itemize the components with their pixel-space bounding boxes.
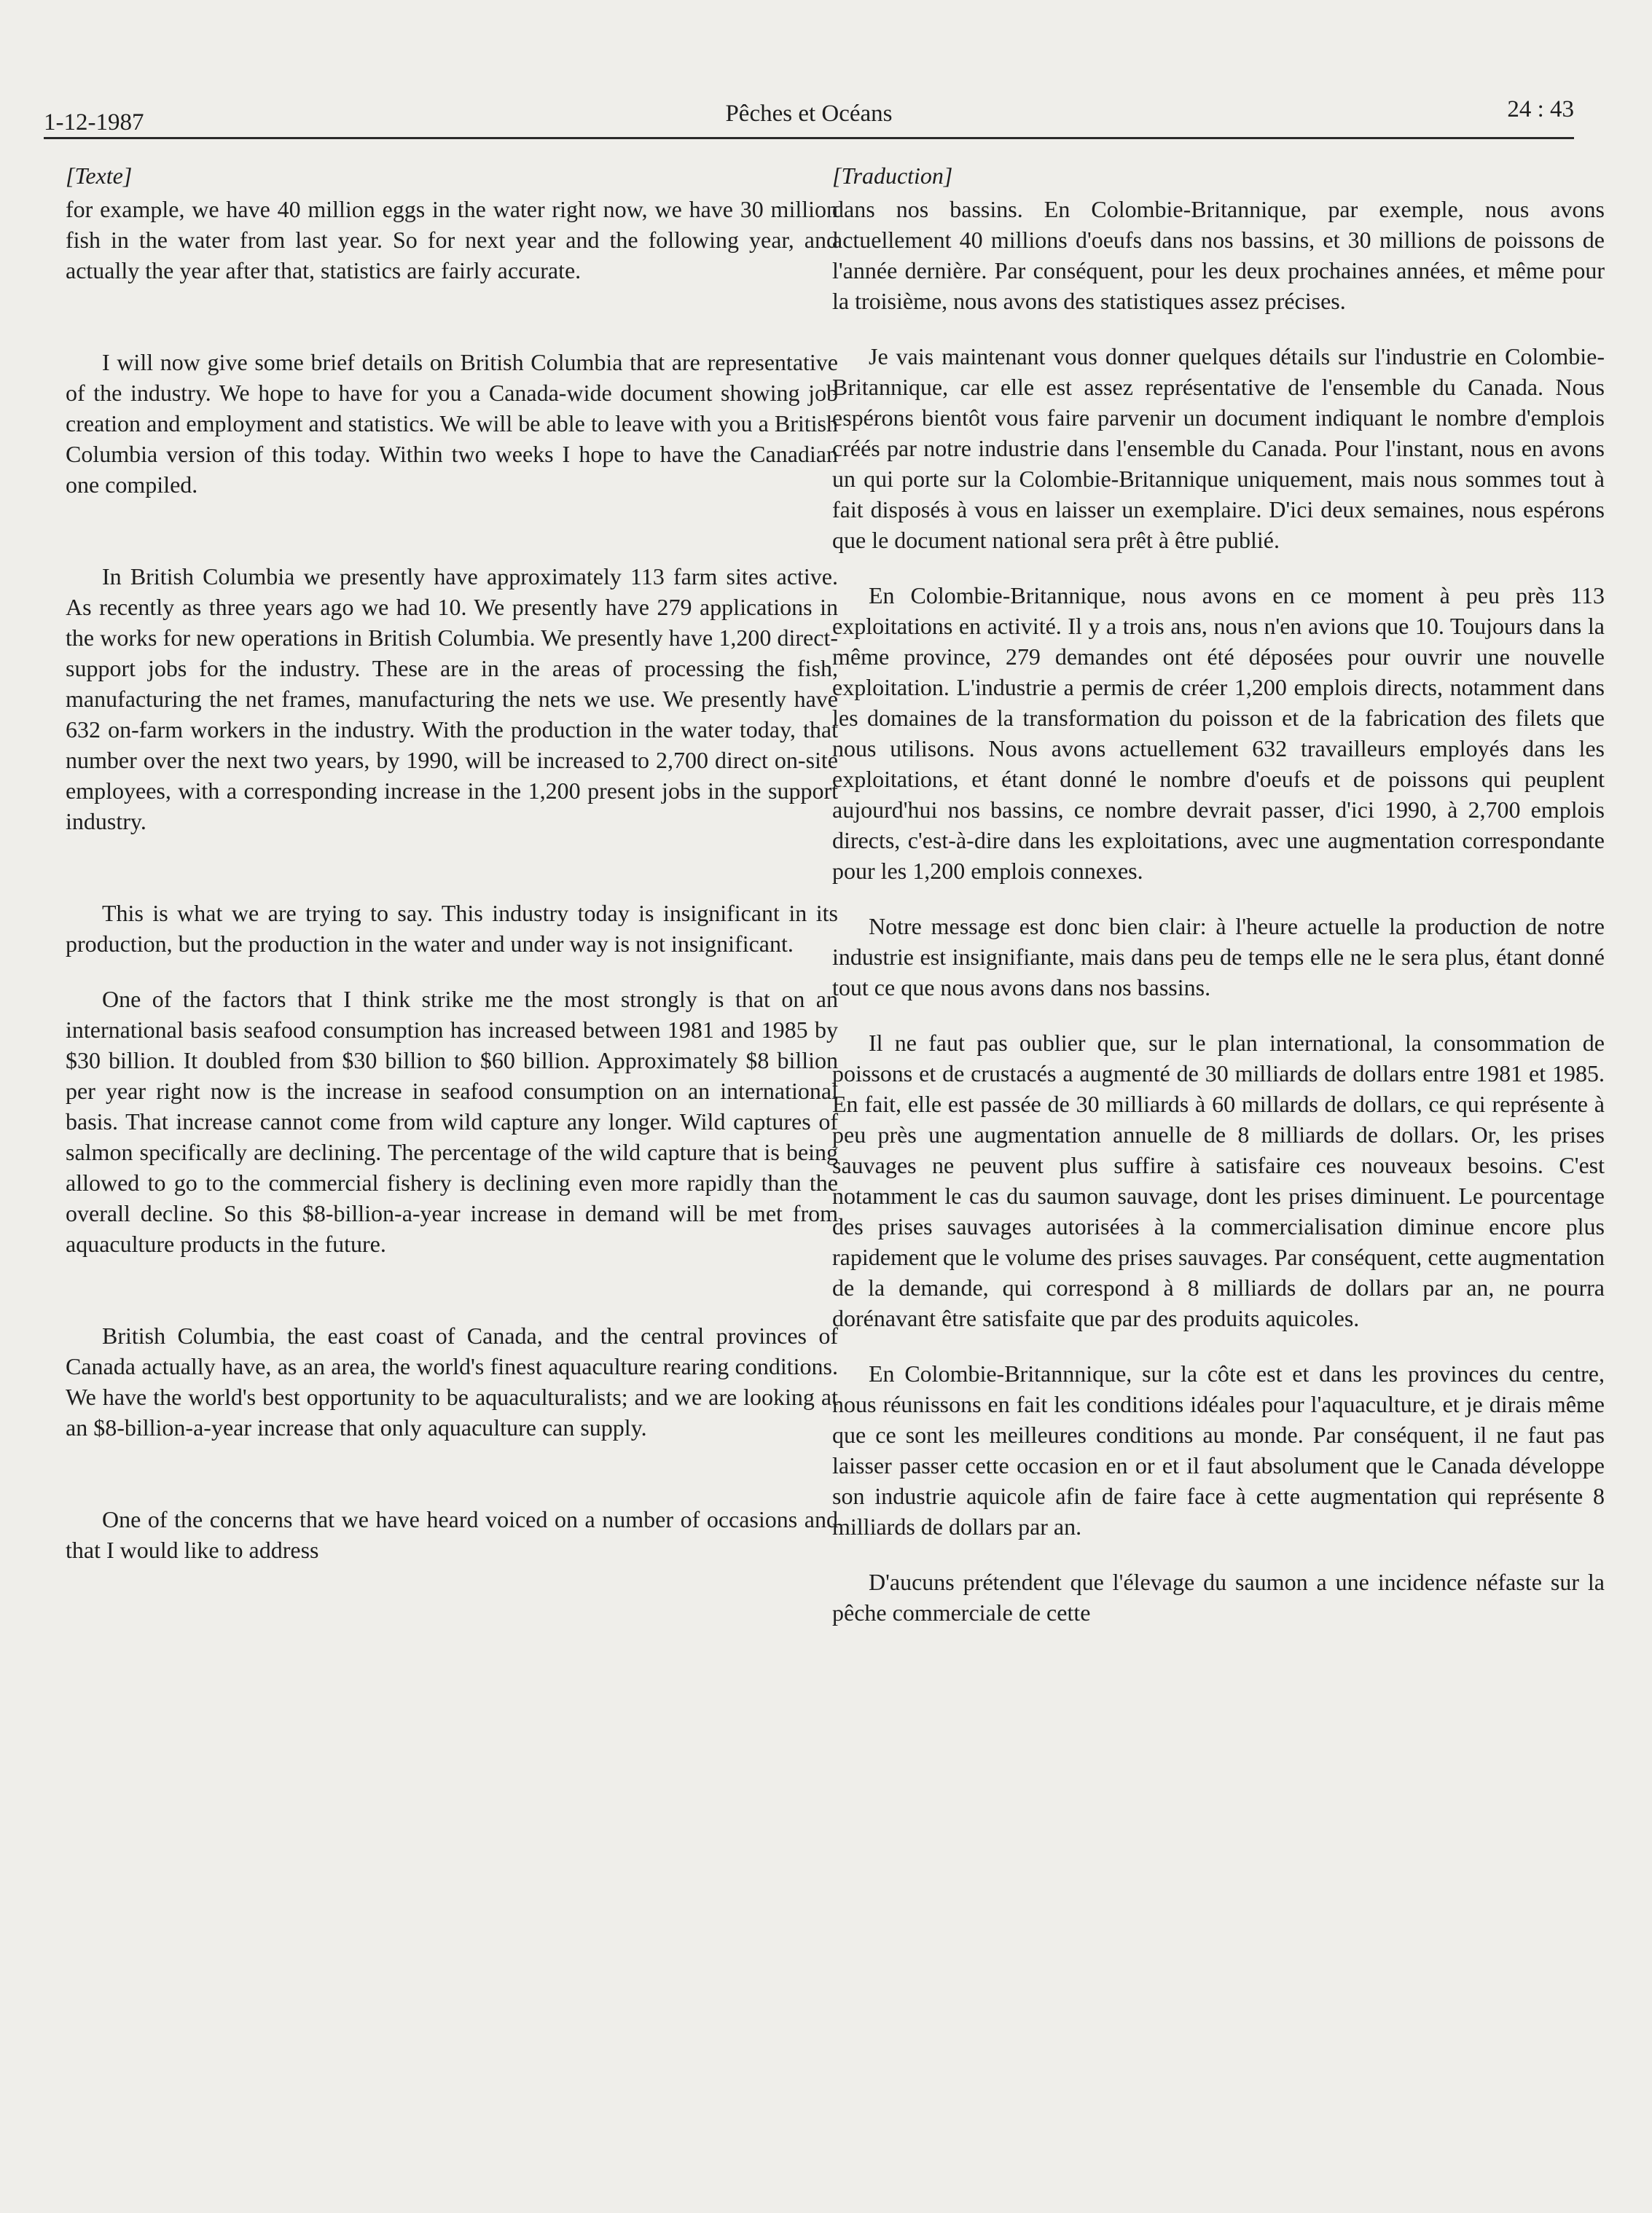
paragraph: This is what we are trying to say. This industry today is insignificant in its production, but the production in the water and under way is not insignificant. [66, 900, 838, 957]
paragraph: British Columbia, the east coast of Canada, and the central provinces of Canada actually have, as an area, the world's finest aquaculture rearing conditions. We have the world's best opportunity to be aquaculturalists; and we are looking at an $8-billion-a-year increase that only aquaculture can supply. [66, 1323, 838, 1441]
paragraph: Je vais maintenant vous donner quelques détails sur l'industrie en Colombie-Britannique, car elle est assez représentative de l'ensemble du Canada. Nous espérons bientôt vous faire parvenir un document indiquant le nombre d'emplois créés par notre industrie dans l'ensemble du Canada. Pour l'instant, nous en avons un qui porte sur la Colombie-Britannique uniquement, mais nous sommes tout à fait disposés à vous en laisser un exemplaire. D'ici deux semaines, nous espérons que le document national sera prêt à être publié. [832, 343, 1605, 553]
paragraph: In British Columbia we presently have approximately 113 farm sites active. As recently as three years ago we had 10. We presently have 279 applications in the works for new operations in British Columbia. We presently have 1,200 direct-support jobs for the industry. These are in the areas of processing the fish, manufacturing the net frames, manufacturing the nets we use. We presently have 632 on-farm workers in the industry. With the production in the water today, that number over the next two years, by 1990, will be increased to 2,700 direct on-site employees, with a corresponding increase in the 1,200 present jobs in the support industry. [66, 563, 838, 834]
paragraph: I will now give some brief details on British Columbia that are representative of the industry. We hope to have for you a Canada-wide document showing job creation and employment and statistics. We will be able to leave with you a British Columbia version of this today. Within two weeks I hope to have the Canadian one compiled. [66, 349, 838, 498]
paragraph: One of the factors that I think strike me the most strongly is that on an international basis seafood consumption has increased between 1981 and 1985 by $30 billion. It doubled from $30 billion to $60 billion. Approximately $8 billion per year right now is the increase in seafood consumption on an international basis. That increase cannot come from wild capture any longer. Wild captures of salmon specifically are declining. The percentage of the wild capture that is being allowed to go to the commercial fishery is declining even more rapidly than the overall decline. So this $8-billion-a-year increase in demand will be met from aquaculture products in the future. [66, 986, 838, 1257]
paragraph: Il ne faut pas oublier que, sur le plan international, la consommation de poissons et de crustacés a augmenté de 30 milliards de dollars entre 1981 et 1985. En fait, elle est passée de 30 milliards à 60 millards de dollars, ce qui représente à peu près une augmentation annuelle de 8 milliards de dollars. Or, les prises sauvages ne peuvent plus suffire à satisfaire ces nouveaux besoins. C'est notamment le cas du saumon sauvage, dont les prises diminuent. Le pourcentage des prises sauvages autorisées à la commercialisation diminue encore plus rapidement que le volume des prises sauvages. Par conséquent, cette augmentation de la demande, qui correspond à 8 milliards de dollars par an, ne pourra dorénavant être satisfaite que par des produits aquicoles. [832, 1030, 1605, 1331]
header-page-number: 24 : 43 [1507, 96, 1574, 122]
paragraph: for example, we have 40 million eggs in the water right now, we have 30 million fish in the water from last year. So for next year and the following year, and actually the year after that, statistics are fairly accurate. [66, 196, 838, 283]
left-column-label: [Texte] [66, 162, 133, 189]
page-header [44, 96, 1574, 139]
paragraph: D'aucuns prétendent que l'élevage du saumon a une incidence néfaste sur la pêche commerciale de cette [832, 1569, 1605, 1626]
paragraph: Notre message est donc bien clair: à l'heure actuelle la production de notre industrie est insignifiante, mais dans peu de temps elle ne le sera plus, étant donné tout ce que nous avons dans nos bassins. [832, 913, 1605, 1000]
paragraph: dans nos bassins. En Colombie-Britannique, par exemple, nous avons actuellement 40 millions d'oeufs dans nos bassins, et 30 millions de poissons de l'année dernière. Par conséquent, pour les deux prochaines années, et même pour la troisième, nous avons des statistiques assez précises. [832, 196, 1605, 314]
right-column-label: [Traduction] [832, 162, 953, 189]
right-column-french [832, 160, 1605, 1628]
header-title: Pêches et Océans [725, 101, 893, 127]
paragraph: En Colombie-Britannique, nous avons en ce moment à peu près 113 exploitations en activité. Il y a trois ans, nous n'en avions que 10. Toujours dans la même province, 279 demandes ont été déposées pour ouvrir une nouvelle exploitation. L'industrie a permis de créer 1,200 emplois directs, notamment dans les domaines de la transformation du poisson et de la fabrication des filets que nous utilisons. Nous avons actuellement 632 travailleurs employés dans les exploitations, et étant donné le nombre d'oeufs et de poissons qui peuplent aujourd'hui nos bassins, ce nombre devrait passer, d'ici 1990, à 2,700 emplois directs, c'est-à-dire dans les exploitations, avec une augmentation correspondante pour les 1,200 emplois connexes. [832, 582, 1605, 884]
header-date: 1-12-1987 [44, 109, 144, 136]
paragraph: One of the concerns that we have heard voiced on a number of occasions and that I would like to address [66, 1506, 838, 1563]
paragraph: En Colombie-Britannnique, sur la côte est et dans les provinces du centre, nous réunissons en fait les conditions idéales pour l'aquaculture, et je dirais même que ce sont les meilleures conditions au monde. Par conséquent, il ne faut pas laisser passer cette occasion en or et il faut absolument que le Canada développe son industrie aquicole afin de faire face à cette augmentation qui représente 8 milliards de dollars par an. [832, 1360, 1605, 1540]
left-column-english [66, 160, 838, 1565]
